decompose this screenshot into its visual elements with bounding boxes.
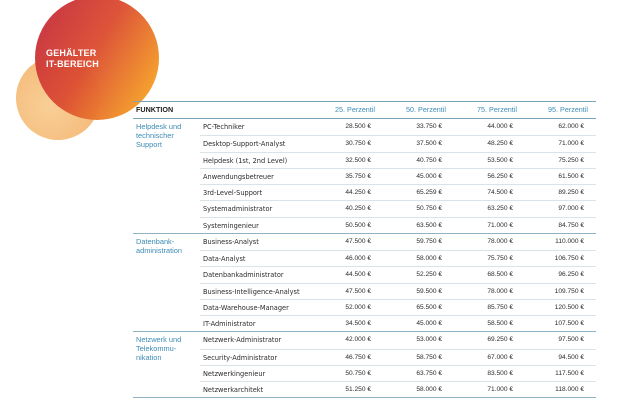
column-header-p75: 75. Perzentil (477, 105, 517, 114)
table-row (200, 315, 596, 331)
salary-cell-p75: 83.500 € (487, 369, 513, 377)
salary-cell-p50: 33.750 € (416, 123, 442, 130)
salary-cell-p25: 32.500 € (345, 156, 371, 164)
category-label (136, 335, 200, 362)
job-title-cell: Systemadministrator (203, 205, 273, 214)
category-label-line: Datenbank- (136, 236, 175, 246)
category-label-line: Support (136, 140, 162, 149)
category-label-line: Helpdesk und (136, 122, 182, 131)
salary-cell-p50: 45.000 € (416, 320, 442, 327)
salary-cell-p25: 47.500 € (345, 237, 371, 245)
job-title-cell: PC-Techniker (203, 123, 245, 131)
salary-table (133, 101, 596, 398)
salary-cell-p75: 78.000 € (487, 237, 513, 245)
salary-cell-p50: 58.000 € (416, 255, 442, 262)
table-row (200, 299, 596, 315)
category-group (133, 332, 596, 398)
job-title-cell: Netzwerk-Administrator (203, 336, 282, 345)
salary-cell-p95: 118.000 € (555, 386, 584, 393)
salary-cell-p50: 58.000 € (416, 386, 442, 393)
table-row (200, 234, 596, 250)
salary-cell-p25: 46.000 € (345, 255, 371, 262)
table-row (200, 332, 596, 348)
salary-cell-p95: 84.750 € (558, 221, 584, 229)
category-label-line: nikation (136, 353, 162, 363)
salary-cell-p75: 78.000 € (487, 287, 513, 295)
table-body (133, 119, 596, 398)
category-group (133, 119, 596, 234)
job-title-cell: Data-Warehouse-Manager (203, 303, 289, 312)
salary-cell-p25: 35.750 € (345, 172, 371, 180)
salary-cell-p25: 30.750 € (345, 140, 371, 148)
table-row (200, 119, 596, 135)
category-group (133, 234, 596, 333)
salary-cell-p95: 89.250 € (558, 189, 584, 196)
job-title-cell: Netzwerkarchitekt (203, 386, 264, 394)
salary-cell-p25: 34.500 € (345, 320, 371, 327)
job-title-cell: Data-Analyst (203, 255, 246, 263)
column-header-p95: 95. Perzentil (548, 105, 588, 114)
column-header-p25: 25. Perzentil (335, 105, 375, 114)
salary-cell-p75: 53.500 € (487, 156, 513, 164)
salary-cell-p95: 96.250 € (558, 271, 584, 279)
salary-cell-p50: 63.750 € (416, 369, 442, 377)
salary-cell-p50: 65.500 € (416, 303, 442, 311)
salary-cell-p50: 63.500 € (416, 221, 442, 229)
salary-cell-p95: 97.000 € (558, 205, 584, 213)
category-label-line: administration (136, 245, 183, 255)
salary-cell-p50: 52.250 € (416, 271, 442, 279)
column-header-p50: 50. Perzentil (406, 105, 446, 114)
job-title-cell: Anwendungsbetreuer (203, 172, 274, 181)
table-row (200, 283, 596, 299)
table-row (200, 365, 596, 381)
salary-cell-p75: 68.500 € (487, 271, 513, 279)
job-title-cell: Helpdesk (1st, 2nd Level) (203, 156, 288, 165)
salary-cell-p50: 59.500 € (416, 287, 442, 295)
salary-cell-p25: 28.500 € (345, 123, 371, 130)
salary-cell-p75: 67.000 € (487, 353, 513, 361)
table-row (200, 135, 596, 151)
salary-cell-p95: 61.500 € (558, 172, 584, 180)
salary-cell-p50: 53.000 € (416, 336, 442, 344)
table-row (200, 152, 596, 168)
salary-cell-p95: 109.750 € (554, 287, 584, 295)
salary-cell-p50: 37.500 € (416, 140, 442, 148)
table-row (200, 200, 596, 216)
table-row (200, 184, 596, 200)
section-title-line2: IT-BEREICH (46, 59, 100, 69)
salary-cell-p50: 59.750 € (416, 237, 442, 245)
salary-cell-p50: 58.750 € (416, 353, 442, 361)
job-title-cell: Systemingenieur (203, 221, 259, 230)
table-row (200, 381, 596, 397)
job-title-cell: 3rd-Level-Support (203, 189, 263, 197)
salary-cell-p25: 42.000 € (345, 336, 371, 344)
section-title-line1: GEHÄLTER (46, 48, 97, 58)
salary-cell-p95: 120.500 € (554, 303, 584, 311)
table-row (200, 349, 596, 365)
salary-cell-p50: 45.000 € (416, 172, 442, 180)
salary-cell-p50: 40.750 € (416, 156, 442, 164)
salary-cell-p25: 50.500 € (345, 221, 371, 229)
salary-cell-p75: 63.250 € (487, 205, 513, 213)
salary-cell-p25: 50.750 € (345, 369, 371, 377)
column-header-function: FUNKTION (136, 105, 174, 114)
salary-cell-p75: 69.250 € (487, 336, 513, 344)
table-row (200, 217, 596, 233)
salary-cell-p50: 50.750 € (416, 205, 442, 213)
salary-cell-p75: 75.750 € (487, 255, 513, 262)
salary-cell-p75: 71.000 € (487, 221, 513, 229)
job-title-cell: Desktop-Support-Analyst (203, 140, 286, 149)
salary-cell-p75: 48.250 € (487, 140, 513, 148)
salary-cell-p25: 44.500 € (345, 271, 371, 279)
table-row (200, 168, 596, 184)
table-row (200, 266, 596, 282)
salary-cell-p95: 75.250 € (558, 156, 584, 164)
salary-cell-p95: 94.500 € (558, 353, 584, 361)
salary-cell-p25: 51.250 € (345, 386, 371, 393)
salary-cell-p75: 85.750 € (487, 303, 513, 311)
salary-cell-p75: 56.250 € (487, 172, 513, 180)
section-title (46, 48, 99, 70)
category-label-line: technischer (136, 131, 174, 140)
salary-cell-p75: 44.000 € (487, 123, 513, 130)
category-label-line: Netzwerk und (136, 335, 182, 345)
salary-cell-p75: 74.500 € (487, 189, 513, 196)
salary-cell-p95: 110.000 € (555, 237, 584, 245)
salary-cell-p95: 107.500 € (554, 320, 584, 327)
salary-cell-p25: 46.750 € (345, 353, 371, 361)
job-title-cell: Business-Analyst (203, 237, 259, 246)
job-title-cell: Business-Intelligence-Analyst (203, 287, 300, 296)
salary-cell-p95: 62.000 € (558, 123, 584, 130)
salary-cell-p95: 97.500 € (558, 336, 584, 344)
salary-cell-p25: 44.250 € (345, 189, 371, 196)
salary-cell-p75: 71.000 € (487, 386, 513, 393)
salary-cell-p95: 117.500 € (555, 369, 584, 377)
category-label (136, 122, 200, 149)
category-label-line: Telekommu- (136, 344, 177, 354)
job-title-cell: Netzwerkingenieur (203, 369, 266, 378)
job-title-cell: Security-Administrator (203, 353, 278, 362)
job-title-cell: IT-Administrator (203, 320, 256, 328)
salary-cell-p50: 65.259 € (416, 189, 442, 196)
category-label (136, 237, 200, 255)
salary-cell-p75: 58.500 € (487, 320, 513, 327)
job-title-cell: Datenbankadministrator (203, 271, 284, 280)
table-row (200, 250, 596, 266)
salary-cell-p95: 106.750 € (554, 255, 584, 262)
table-header (133, 101, 596, 119)
salary-cell-p25: 52.000 € (345, 303, 371, 311)
salary-cell-p25: 40.250 € (345, 205, 371, 213)
salary-cell-p25: 47.500 € (345, 287, 371, 295)
salary-cell-p95: 71.000 € (558, 140, 584, 148)
